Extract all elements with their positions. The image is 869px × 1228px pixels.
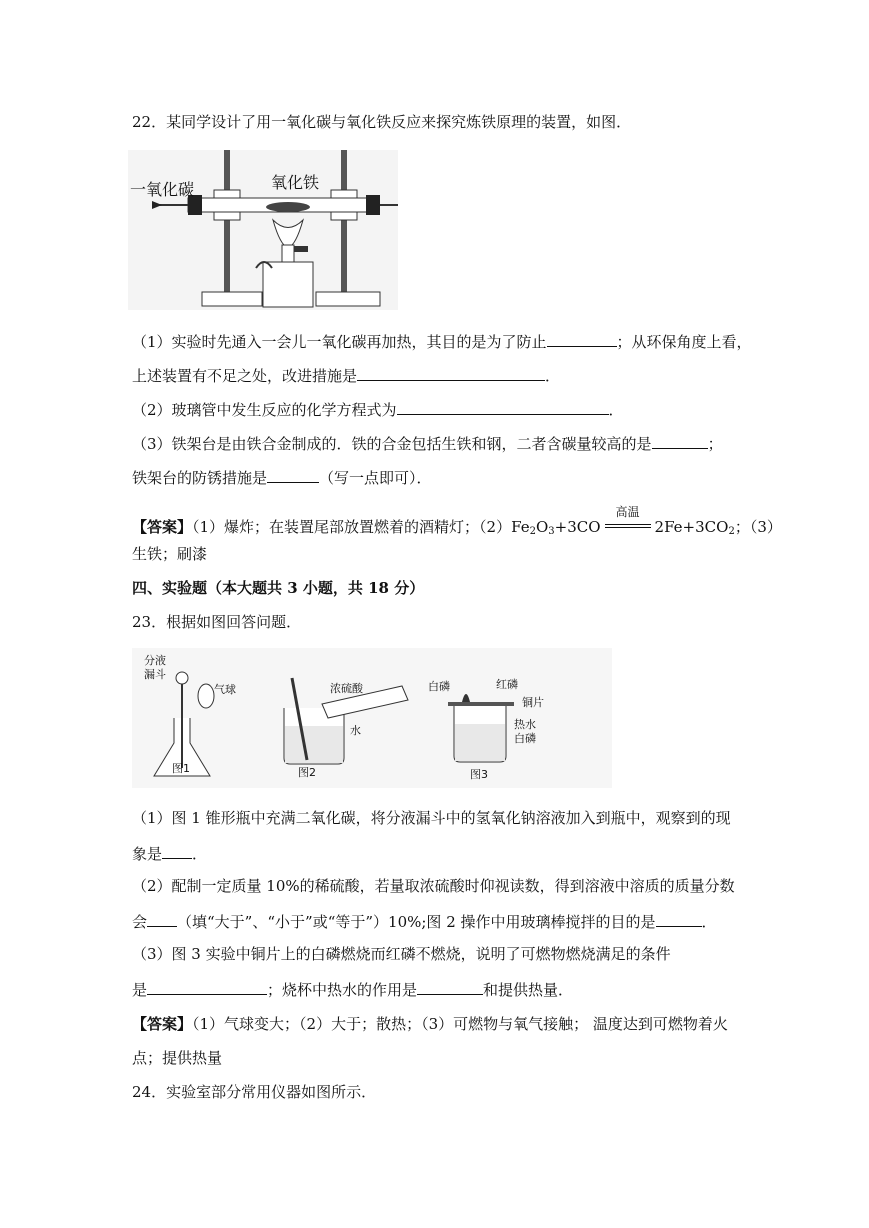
- combustion-experiment-figures: [132, 648, 612, 788]
- fig3-label-white-p-top: 白磷: [428, 680, 450, 693]
- fig1-caption: 图1: [172, 762, 190, 775]
- q23-p1-line1: （1）图 1 锥形瓶中充满二氧化碳，将分液漏斗中的氢氧化钠溶液加入到瓶中，观察到的现: [132, 809, 731, 827]
- fig3-label-hot-water: 热水: [514, 718, 536, 731]
- fig3-label-copper: 铜片: [522, 696, 544, 709]
- answer-blank[interactable]: [417, 978, 483, 995]
- section-heading: 四、实验题（本大题共 3 小题，共 18 分）: [132, 579, 425, 597]
- label-co: 一氧化碳: [130, 180, 195, 199]
- fig3-label-white-p-bottom: 白磷: [514, 732, 536, 745]
- answer-blank[interactable]: [397, 398, 609, 415]
- fig2-caption: 图2: [298, 766, 316, 779]
- q22-answer-line1: 【答案】（1）爆炸；在装置尾部放置燃着的酒精灯；$(2)Fe_2O_3+3CO$ 高温 $2Fe+3CO_2$；（3）: [132, 505, 782, 537]
- answer-blank[interactable]: [162, 842, 192, 859]
- q23-stem: 23．根据如图回答问题．: [132, 613, 302, 631]
- fig1-label-balloon: 气球: [214, 683, 236, 696]
- equals-sign: [605, 524, 651, 528]
- q23-p2-line1: （2）配制一定质量 10%的稀硫酸，若量取浓硫酸时仰视读数，得到溶液中溶质的质量分数: [132, 877, 735, 895]
- fig1-label-funnel-a: 分液: [144, 654, 166, 667]
- answer-blank[interactable]: [656, 910, 702, 927]
- q22-p1-line2: 上述装置有不足之处，改进措施是 ．: [132, 364, 560, 386]
- fig3-label-red-p: 红磷: [496, 678, 518, 691]
- q22-answer-line2: 生铁；刷漆: [132, 545, 208, 563]
- co-fe2o3-apparatus-figure: [128, 150, 398, 310]
- label-fe2o3: 氧化铁: [271, 173, 320, 192]
- answer-blank[interactable]: [357, 364, 545, 381]
- answer-blank[interactable]: [547, 330, 617, 347]
- q23-answer-line1: 【答案】（1）气球变大；（2）大于；散热；（3）可燃物与氧气接触； 温度达到可燃物着火: [132, 1015, 728, 1033]
- fig3-caption: 图3: [470, 768, 488, 781]
- fig2-label-water: 水: [350, 724, 361, 737]
- fig2-label-acid: 浓硫酸: [330, 682, 363, 695]
- q22-p3-line1: （3）铁架台是由铁合金制成的．铁的合金包括生铁和钢，二者含碳量较高的是 ；: [132, 432, 723, 454]
- reaction-condition: 高温: [605, 512, 651, 532]
- q23-p1-line2: 象是 ．: [132, 842, 207, 864]
- fig1-label-funnel-b: 漏斗: [144, 668, 166, 681]
- answer-blank[interactable]: [147, 910, 177, 927]
- q23-p3-line1: （3）图 3 实验中铜片上的白磷燃烧而红磷不燃烧，说明了可燃物燃烧满足的条件: [132, 945, 671, 963]
- answer-blank[interactable]: [652, 432, 708, 449]
- q22-p1-line1: （1）实验时先通入一会儿一氧化碳再加热，其目的是为了防止 ；从环保角度上看，: [132, 330, 752, 352]
- q22-p3-line2: 铁架台的防锈措施是 （写一点即可）．: [132, 466, 432, 488]
- q23-p3-line2: 是 ；烧杯中热水的作用是 和提供热量．: [132, 978, 573, 1000]
- q23-p2-line2: 会 （填“大于”、“小于”或“等于”）10%;图 2 操作中用玻璃棒搅拌的目的是 ．: [132, 910, 717, 932]
- answer-blank[interactable]: [147, 978, 267, 995]
- q22-p2: （2）玻璃管中发生反应的化学方程式为 ．: [132, 398, 624, 420]
- q22-stem: 22．某同学设计了用一氧化碳与氧化铁反应来探究炼铁原理的装置，如图．: [132, 113, 632, 131]
- q23-answer-line2: 点；提供热量: [132, 1049, 223, 1067]
- q24-stem: 24．实验室部分常用仪器如图所示．: [132, 1083, 377, 1101]
- answer-blank[interactable]: [267, 466, 319, 483]
